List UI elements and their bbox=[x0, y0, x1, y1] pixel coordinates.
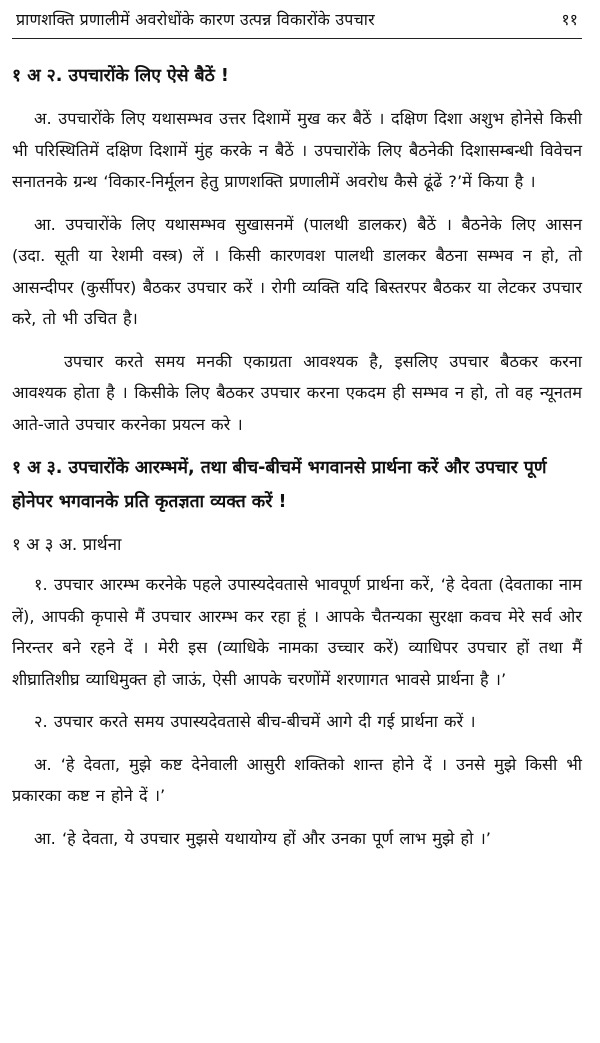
page-header bbox=[12, 0, 582, 39]
page-number: ११ bbox=[561, 10, 578, 29]
section-heading-1a2: १ अ २. उपचारोंके लिए ऐसे बैठें ! bbox=[12, 66, 229, 86]
paragraph-seating-posture: आ. उपचारोंके लिए यथासम्भव सुखासनमें (पालथी डालकर) बैठें । बैठनेके लिए आसन (उदा. सूती या रेशमी वस्त्र) लें । किसी कारणवश पालथी डालकर बैठना सम्भव न हो, तो आसन्दीपर (कुर्सीपर) बैठकर उपचार करें । रोगी व्यक्ति यदि बिस्तरपर बैठकर या लेटकर उपचार करे, तो भी उचित है। bbox=[12, 214, 582, 328]
paragraph-prayer-start: १. उपचार आरम्भ करनेके पहले उपास्यदेवतासे भावपूर्ण प्रार्थना करें, ‘हे देवता (देवताका नाम लें), आपकी कृपासे मैं उपचार आरम्भ कर रहा हूं । आपके चैतन्यका सुरक्षा कवच मेरे सर्व ओर निरन्तर बने रहने दें । मेरी इस (व्याधिके नामका उच्चार करें) व्याधिपर उपचार हों तथा मैं शीघ्रातिशीघ्र व्याधिमुक्त हो जाऊं, ऐसी आपके चरणोंमें शरणागत भावसे प्रार्थना है ।’ bbox=[12, 575, 582, 689]
page-content bbox=[12, 39, 582, 854]
paragraph-prayer-during: २. उपचार करते समय उपास्यदेवतासे बीच-बीचमें आगे दी गई प्रार्थना करें । bbox=[34, 712, 476, 731]
running-title: प्राणशक्ति प्रणालीमें अवरोधोंके कारण उत्पन्न विकारोंके उपचार bbox=[16, 10, 375, 29]
subsection-heading-prayer: १ अ ३ अ. प्रार्थना bbox=[12, 535, 122, 555]
paragraph-concentration: उपचार करते समय मनकी एकाग्रता आवश्यक है, इसलिए उपचार बैठकर करना आवश्यक होता है । किसीके लिए बैठकर उपचार करना एकदम ही सम्भव न हो, तो वह न्यूनतम आते-जाते उपचार करनेका प्रयत्न करे । bbox=[12, 351, 582, 434]
paragraph-prayer-aa: आ. ‘हे देवता, ये उपचार मुझसे यथायोग्य हों और उनका पूर्ण लाभ मुझे हो ।’ bbox=[34, 828, 491, 848]
paragraph-prayer-a: अ. ‘हे देवता, मुझे कष्ट देनेवाली आसुरी शक्तिको शान्त होने दें । उनसे मुझे किसी भी प्रकारका कष्ट न होने दें ।’ bbox=[12, 754, 582, 805]
paragraph-seating-direction: अ. उपचारोंके लिए यथासम्भव उत्तर दिशामें मुख कर बैठें । दक्षिण दिशा अशुभ होनेसे किसी भी परिस्थितिमें दक्षिण दिशामें मुंह करके न बैठें । उपचारोंके लिए बैठनेकी दिशासम्बन्धी विवेचन सनातनके ग्रन्थ ‘विकार-निर्मूलन हेतु प्राणशक्ति प्रणालीमें अवरोध कैसे ढूंढें ?’में किया है । bbox=[12, 109, 582, 191]
section-heading-1a3: १ अ ३. उपचारोंके आरम्भमें, तथा बीच-बीचमें भगवानसे प्रार्थना करें और उपचार पूर्ण होनेपर भगवानके प्रति कृतज्ञता व्यक्त करें ! bbox=[12, 458, 547, 512]
